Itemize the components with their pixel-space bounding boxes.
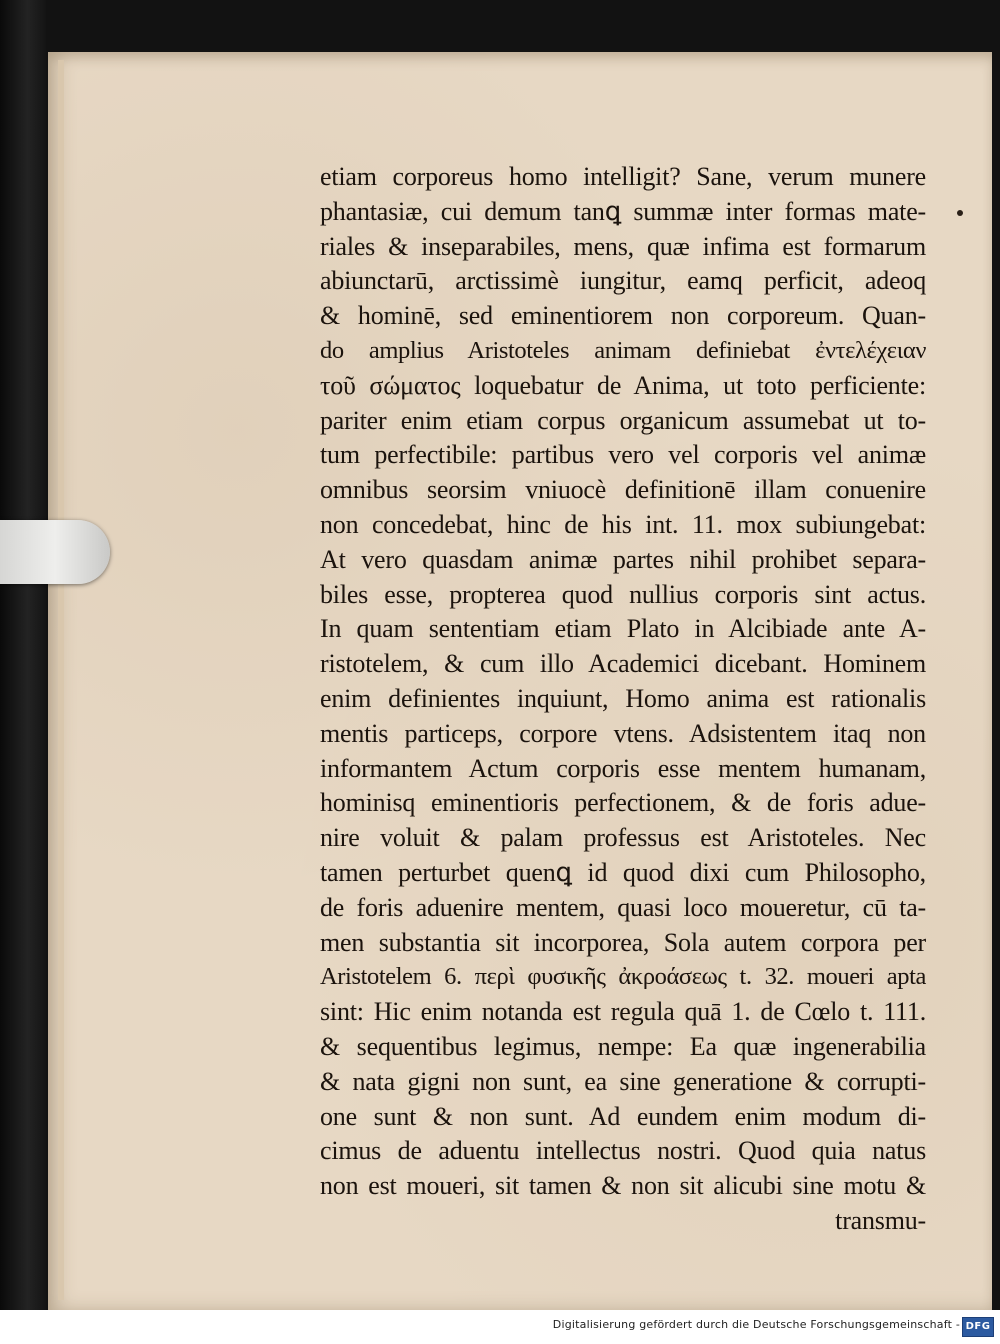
text-line: riales & inseparabiles, mens, quæ infima est formarum [320, 231, 926, 261]
text-line: cimus de aduentu intellectus nostri. Quod quia natus [320, 1136, 926, 1166]
text-line: de foris aduenire mentem, quasi loco moueretur, cū ta- [320, 892, 926, 922]
text-line: non concedebat, hinc de his int. 11. mox subiungebat: [320, 509, 926, 539]
text-line: biles esse, propterea quod nullius corporis sint actus. [320, 579, 926, 609]
text-line: & nata gigni non sunt, ea sine generatione & corrupti- [320, 1066, 926, 1096]
text-line: phantasiæ, cui demum tanꝗ summæ inter formas mate- [320, 196, 926, 226]
text-line: hominisq eminentioris perfectionem, & de foris adue- [320, 788, 926, 818]
catchword: transmu- [835, 1205, 926, 1235]
text-line: abiunctarū, arctissimè iungitur, eamq perficit, adeoq [320, 266, 926, 296]
dfg-logo: DFG [962, 1317, 994, 1337]
text-line: non est moueri, sit tamen & non sit alicubi sine motu & [320, 1171, 926, 1201]
text-line: etiam corporeus homo intelligit? Sane, verum munere [320, 162, 926, 191]
page-edge [58, 60, 64, 1300]
footer-bar [0, 1310, 1000, 1344]
text-line: do amplius Aristoteles animam definiebat ἐντελέχειαν [320, 336, 926, 364]
book-spine [0, 0, 46, 1310]
text-line: informantem Actum corporis esse mentem humanam, [320, 753, 926, 783]
text-line: & hominē, sed eminentiorem non corporeum. Quan- [320, 301, 926, 331]
page-text-block [320, 160, 926, 1239]
text-line: & sequentibus legimus, nempe: Ea quæ ingenerabilia [320, 1031, 926, 1061]
digitization-credit: Digitalisierung gefördert durch die Deutsche Forschungsgemeinschaft - [552, 1318, 960, 1331]
text-line: pariter enim etiam corpus organicum assumebat ut to- [320, 405, 926, 435]
text-line: τοῦ σώματος loquebatur de Anima, ut toto perficiente: [320, 370, 926, 400]
text-line: nire voluit & palam professus est Aristoteles. Nec [320, 823, 926, 853]
text-line: At vero quasdam animæ partes nihil prohibet separa- [320, 544, 926, 574]
text-line: one sunt & non sunt. Ad eundem enim modum di- [320, 1101, 926, 1131]
text-line: tum perfectibile: partibus vero vel corporis vel animæ [320, 440, 926, 470]
text-line: ristotelem, & cum illo Academici dicebant. Hominem [320, 649, 926, 679]
text-line: omnibus seorsim vniuocè definitionē illam conuenire [320, 475, 926, 505]
margin-mark [957, 210, 963, 216]
text-line: sint: Hic enim notanda est regula quā 1. de Cœlo t. 111. [320, 997, 926, 1027]
text-line: Aristotelem 6. περὶ φυσικῆς ἀκροάσεως t. 32. moueri apta [320, 963, 926, 991]
text-line: In quam sententiam etiam Plato in Alcibiade ante A- [320, 614, 926, 644]
text-line: mentis particeps, corpore vtens. Adsistentem itaq non [320, 718, 926, 748]
text-line: men substantia sit incorporea, Sola autem corpora per [320, 927, 926, 957]
text-line: tamen perturbet quenꝗ id quod dixi cum Philosopho, [320, 857, 926, 887]
text-line: enim definientes inquiunt, Homo anima est rationalis [320, 683, 926, 713]
scanner-clip [0, 520, 110, 584]
